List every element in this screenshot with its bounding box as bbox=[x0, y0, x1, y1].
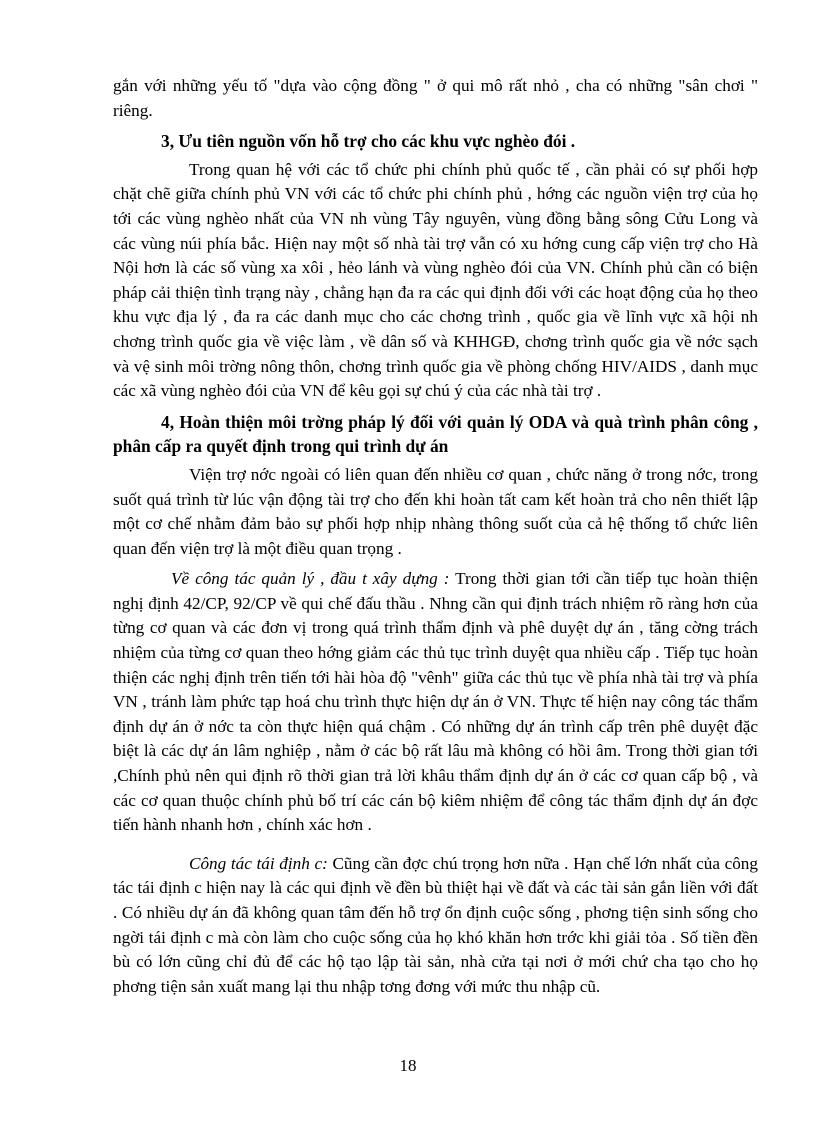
resettlement-body: Cũng cần đợc chú trọng hơn nữa . Hạn chế lớn nhất của công tác tái định c hiện nay là các qui định về đền bù thiệt hại về đất và các tài sản gắn liền với đất . Có nhiều dự án đã không quan tâm đến hỗ trợ ổn định cuộc sống , phơng tiện sinh sống cho ngời tái định c mà còn làm cho cuộc sống của họ khó khăn hơn trớc khi giải tỏa . Số tiền đền bù có lớn cũng chỉ đủ để các hộ tạo lập tài sản, nhà cửa tại nơi ở mới chứ cha tạo cho họ phơng tiện sản xuất mang lại thu nhập tơng đơng với mức thu nhập cũ. bbox=[113, 853, 758, 996]
investment-body: Trong thời gian tới cần tiếp tục hoàn thiện nghị định 42/CP, 92/CP về qui chế đấu thầu . Nhng cần qui định trách nhiệm rõ ràng hơn của từng cơ quan và các đơn vị trong quá trình thẩm định và phê duyệt dự án , tăng cờng trách nhiệm của từng cơ quan theo hớng giảm các thủ tục trình duyệt qua nhiều cấp . Tiếp tục hoàn thiện các nghị định trên tiến tới hài hòa độ "vênh" giữa các thủ tục về phía nhà tài trợ và phía VN , tránh làm phức tạp hoá chu trình thực hiện dự án ở VN. Thực tế hiện nay công tác thẩm định dự án ở nớc ta còn thực hiện quá chậm . Có những dự án trình cấp trên phê duyệt đặc biệt là các dự án lâm nghiệp , nằm ở các bộ rất lâu mà không có hồi âm. Trong thời gian tới ,Chính phủ nên qui định rõ thời gian trả lời khâu thẩm định dự án ở các cơ quan cấp bộ , và các cơ quan thuộc chính phủ bố trí các cán bộ kiêm nhiệm để công tác thẩm định dự án đợc tiến hành nhanh hơn , chính xác hơn . bbox=[113, 569, 758, 835]
investment-paragraph bbox=[113, 567, 758, 838]
intro-paragraph: gắn với những yếu tố "dựa vào cộng đồng " ở qui mô rất nhỏ , cha có những "sân chơi " riêng. bbox=[113, 76, 758, 120]
investment-lead: Về công tác quản lý , đầu t xây dựng : bbox=[171, 569, 450, 589]
page-number: 18 bbox=[399, 1056, 417, 1075]
resettlement-lead: Công tác tái định c: bbox=[189, 853, 328, 873]
document-page bbox=[113, 74, 758, 999]
section-4-heading: 4, Hoàn thiện môi trờng pháp lý đối với quản lý ODA và quà trình phân công , phân cấp ra quyết định trong qui trình dự án bbox=[113, 411, 758, 457]
section-3-heading: 3, Ưu tiên nguồn vốn hỗ trợ cho các khu vực nghèo đói . bbox=[161, 131, 576, 152]
section-3-body: Trong quan hệ với các tổ chức phi chính phủ quốc tế , cần phải có sự phối hợp chặt chẽ giữa chính phủ VN với các tổ chức phi chính phủ , hớng các nguồn viện trợ của họ tới các vùng nghèo nhất của VN nh vùng Tây nguyên, vùng đồng bằng sông Cửu Long và các vùng núi phía bắc. Hiện nay một số nhà tài trợ vẫn có xu hớng cung cấp viện trợ cho Hà Nội hơn là các số vùng xa xôi , hẻo lánh và vùng nghèo đói của VN. Chính phủ cần có biện pháp cải thiện tình trạng này , chẳng hạn đa ra các qui định đối với các hoạt động của họ theo khu vực địa lý , đa ra các danh mục cho các chơng trình , quốc gia về lĩnh vực xã hội nh chơng trình quốc gia về việc làm , về dân số và KHHGĐ, chơng trình quốc gia về nớc sạch và vệ sinh môi trờng nông thôn, chơng trình quốc gia về phòng chống HIV/AIDS , danh mục các xã vùng nghèo đói của VN để kêu gọi sự chú ý của các nhà tài trợ . bbox=[113, 159, 758, 401]
section-4-body: Viện trợ nớc ngoài có liên quan đến nhiều cơ quan , chức năng ở trong nớc, trong suốt quá trình từ lúc vận động tài trợ cho đến khi hoàn tất cam kết hoàn trả cho nên thiết lập một cơ chế nhằm đảm bảo sự phối hợp nhịp nhàng thông suốt của cả hệ thống tổ chức liên quan đến viện trợ là một điều quan trọng . bbox=[113, 464, 758, 558]
resettlement-paragraph bbox=[113, 852, 758, 1000]
